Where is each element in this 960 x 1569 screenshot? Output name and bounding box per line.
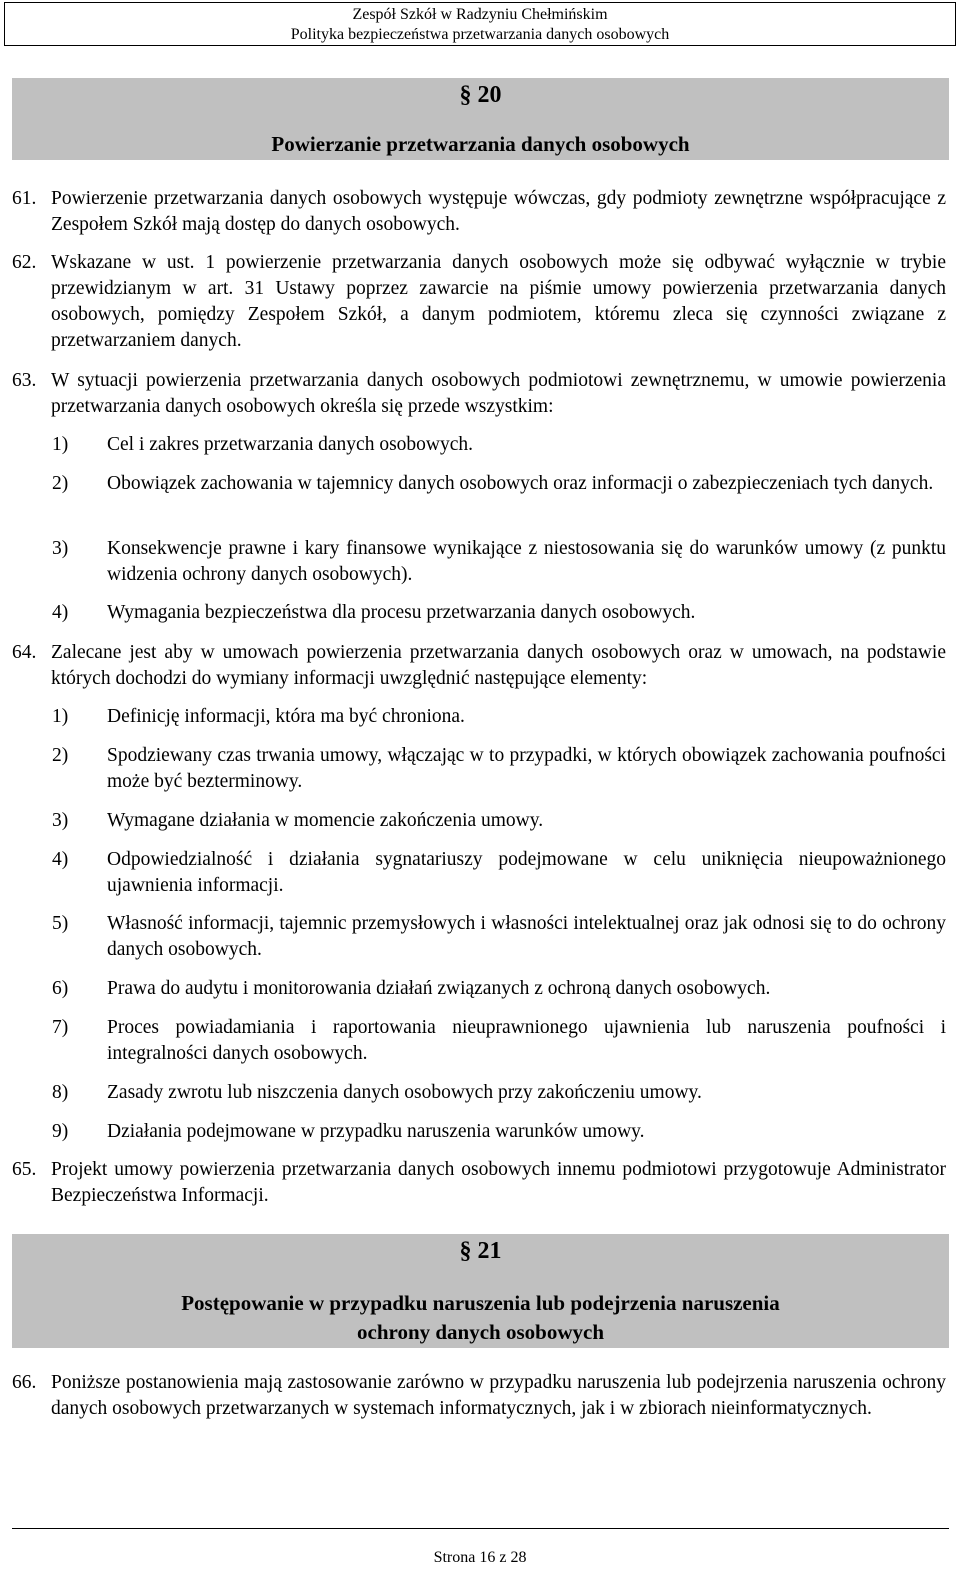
footer-divider (12, 1528, 949, 1529)
section-20-heading (12, 78, 949, 160)
list-item (52, 536, 946, 588)
list-item-text: Prawa do audytu i monitorowania działań związanych z ochroną danych osobowych. (107, 978, 771, 999)
list-item (52, 704, 946, 730)
paragraph-63 (12, 368, 946, 420)
list-item-text: Zasady zwrotu lub niszczenia danych osobowych przy zakończeniu umowy. (107, 1082, 702, 1103)
paragraph-text: Wskazane w ust. 1 powierzenie przetwarzania danych osobowych może się odbywać wyłącznie w trybie przewidzianym w art. 31 Ustawy poprzez zawarcie na piśmie umowy powierzenia przetwarzania danych osobowych, pomiędzy Zespołem Szkół, a danym podmiotem, któremu zleca się czynności związane z przetwarzaniem danych. (51, 252, 946, 351)
paragraph-66 (12, 1370, 946, 1422)
paragraph-64 (12, 640, 946, 692)
list-item (52, 1080, 946, 1106)
list-item-text: Działania podejmowane w przypadku naruszenia warunków umowy. (107, 1121, 645, 1142)
list-item (52, 976, 946, 1002)
list-item (52, 600, 946, 626)
list-item-number: 3) (52, 538, 69, 559)
paragraph-text: Powierzenie przetwarzania danych osobowych występuje wówczas, gdy podmioty zewnętrzne współpracujące z Zespołem Szkół mają dostęp do danych osobowych. (51, 188, 946, 235)
page-header (4, 2, 956, 46)
list-item (52, 1015, 946, 1067)
paragraph-number: 66. (12, 1372, 37, 1393)
list-item-text: Wymagane działania w momencie zakończenia umowy. (107, 810, 544, 831)
paragraph-text: W sytuacji powierzenia przetwarzania danych osobowych podmiotowi zewnętrznemu, w umowie powierzenia przetwarzania danych osobowych określa się przede wszystkim: (51, 370, 946, 417)
list-item-number: 6) (52, 978, 69, 999)
paragraph-number: 65. (12, 1159, 37, 1180)
list-item-number: 7) (52, 1017, 69, 1038)
list-item-number: 1) (52, 434, 69, 455)
paragraph-65 (12, 1157, 946, 1209)
list-item-number: 5) (52, 913, 69, 934)
list-item (52, 1119, 946, 1145)
paragraph-number: 61. (12, 188, 37, 209)
header-document-title: Polityka bezpieczeństwa przetwarzania danych osobowych (290, 26, 670, 43)
section-21-title-line2: ochrony danych osobowych (357, 1320, 604, 1344)
list-item-text: Własność informacji, tajemnic przemysłowych i własności intelektualnej oraz jak odnosi się to do ochrony danych osobowych. (107, 913, 946, 960)
list-item-text: Proces powiadamiania i raportowania nieuprawnionego ujawnienia lub naruszenia poufności i integralności danych osobowych. (107, 1017, 946, 1064)
section-21-symbol: § 21 (459, 1238, 502, 1264)
list-item-text: Cel i zakres przetwarzania danych osobowych. (107, 434, 474, 455)
list-item (52, 743, 946, 795)
paragraph-number: 62. (12, 252, 37, 273)
paragraph-text: Projekt umowy powierzenia przetwarzania danych osobowych innemu podmiotowi przygotowuje Administrator Bezpieczeństwa Informacji. (51, 1159, 946, 1206)
list-item (52, 432, 946, 458)
list-item-number: 2) (52, 745, 69, 766)
paragraph-text: Poniższe postanowienia mają zastosowanie zarówno w przypadku naruszenia lub podejrzenia naruszenia ochrony danych osobowych przetwarzanych w systemach informatycznych, jak i w zbiorach nieinformatycznych. (51, 1372, 946, 1419)
list-item-text: Spodziewany czas trwania umowy, włączając w to przypadki, w których obowiązek zachowania poufności może być bezterminowy. (107, 745, 946, 792)
paragraph-61 (12, 186, 946, 238)
paragraph-62 (12, 250, 946, 354)
paragraph-number: 64. (12, 642, 37, 663)
header-school-name: Zespół Szkół w Radzyniu Chełmińskim (352, 6, 608, 23)
list-item-number: 8) (52, 1082, 69, 1103)
list-item-number: 4) (52, 602, 69, 623)
list-item-text: Definicję informacji, która ma być chroniona. (107, 706, 465, 727)
section-21-title-line1: Postępowanie w przypadku naruszenia lub podejrzenia naruszenia (181, 1291, 780, 1315)
section-20-title: Powierzanie przetwarzania danych osobowych (271, 132, 690, 156)
paragraph-number: 63. (12, 370, 37, 391)
list-item-number: 4) (52, 849, 69, 870)
list-item-text: Obowiązek zachowania w tajemnicy danych osobowych oraz informacji o zabezpieczeniach tych danych. (107, 473, 934, 494)
list-item (52, 847, 946, 899)
list-item-text: Wymagania bezpieczeństwa dla procesu przetwarzania danych osobowych. (107, 602, 696, 623)
list-item-number: 3) (52, 810, 69, 831)
list-item-text: Konsekwencje prawne i kary finansowe wynikające z niestosowania się do warunków umowy (z punktu widzenia ochrony danych osobowych). (107, 538, 946, 585)
list-item-number: 1) (52, 706, 69, 727)
list-item (52, 808, 946, 834)
list-item (52, 471, 946, 497)
list-item-number: 9) (52, 1121, 69, 1142)
paragraph-text: Zalecane jest aby w umowach powierzenia przetwarzania danych osobowych oraz w umowach, na podstawie których dochodzi do wymiany informacji uwzględnić następujące elementy: (51, 642, 946, 689)
list-item-number: 2) (52, 473, 69, 494)
section-21-heading (12, 1234, 949, 1348)
page-number: Strona 16 z 28 (433, 1549, 527, 1566)
list-item-text: Odpowiedzialność i działania sygnatariuszy podejmowane w celu uniknięcia nieupoważnionego ujawnienia informacji. (107, 849, 946, 896)
section-20-symbol: § 20 (459, 82, 502, 108)
list-item (52, 911, 946, 963)
